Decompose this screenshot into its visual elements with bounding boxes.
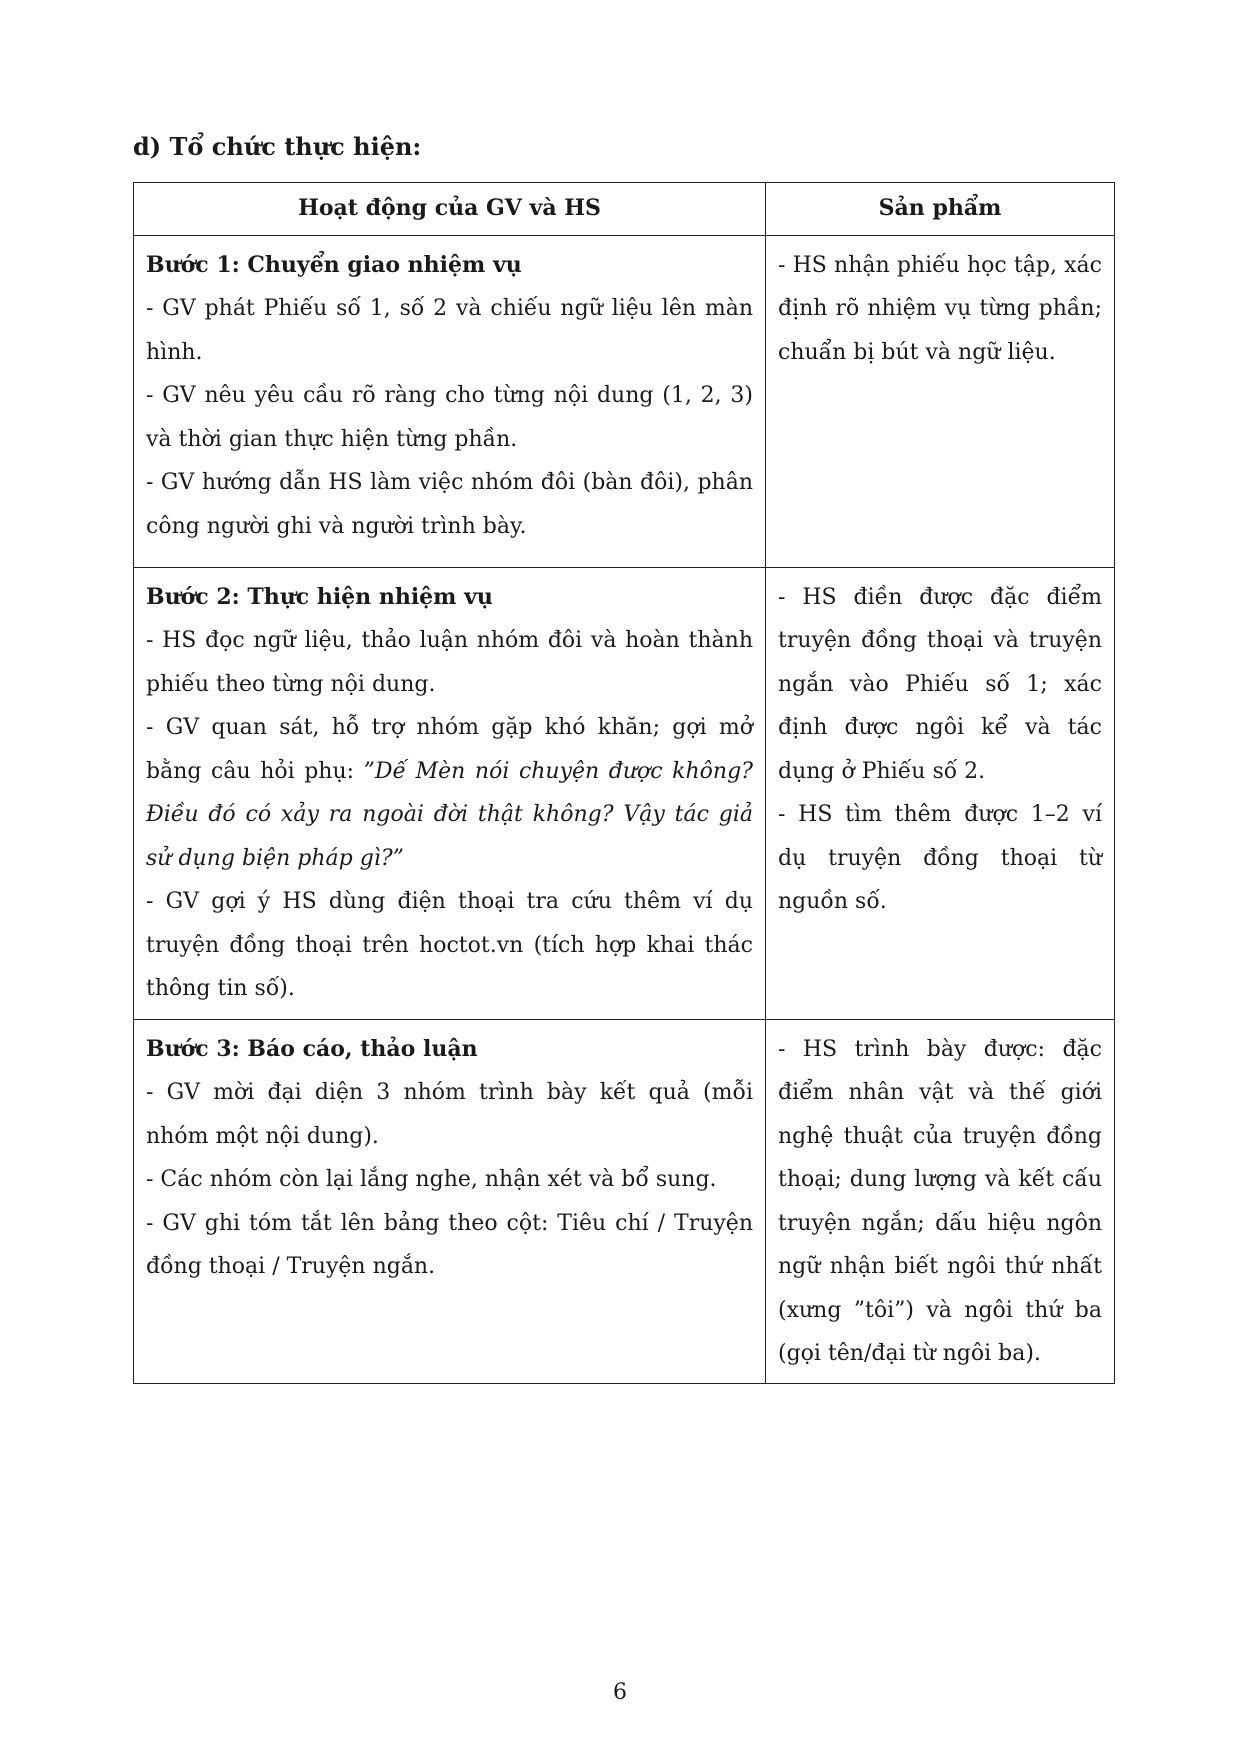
products-cell bbox=[766, 567, 1115, 1019]
step-title: Bước 1: Chuyển giao nhiệm vụ bbox=[146, 251, 522, 278]
product-line: - HS nhận phiếu học tập, xác định rõ nhiệm vụ từng phần; chuẩn bị bút và ngữ liệu. bbox=[778, 252, 1102, 365]
activities-cell bbox=[134, 1019, 766, 1383]
activity-table bbox=[133, 182, 1115, 1384]
products-cell bbox=[766, 1019, 1115, 1383]
activity-line: - HS đọc ngữ liệu, thảo luận nhóm đôi và hoàn thành phiếu theo từng nội dung. bbox=[146, 628, 753, 697]
header-products: Sản phẩm bbox=[766, 183, 1115, 236]
product-line: - HS tìm thêm được 1–2 ví dụ truyện đồng thoại từ nguồn số. bbox=[778, 802, 1102, 914]
activity-line: - GV phát Phiếu số 1, số 2 và chiếu ngữ liệu lên màn hình. bbox=[146, 296, 753, 365]
table-header-row bbox=[134, 183, 1115, 236]
guiding-question: ”Dế Mèn nói chuyện được không? Điều đó có xảy ra ngoài đời thật không? Vậy tác giả sử dụng biện pháp gì?” bbox=[146, 758, 753, 871]
products-cell bbox=[766, 235, 1115, 567]
table-row bbox=[134, 567, 1115, 1019]
activity-line-with-question bbox=[146, 706, 753, 880]
activity-line: - GV mời đại diện 3 nhóm trình bày kết quả (mỗi nhóm một nội dung). bbox=[146, 1080, 753, 1149]
product-line: - HS điền được đặc điểm truyện đồng thoại và truyện ngắn vào Phiếu số 1; xác định được ngôi kể và tác dụng ở Phiếu số 2. bbox=[778, 584, 1102, 784]
page-number: 6 bbox=[613, 1680, 627, 1705]
activity-line: - GV hướng dẫn HS làm việc nhóm đôi (bàn đôi), phân công người ghi và người trình bày. bbox=[146, 470, 753, 539]
activity-line: - GV nêu yêu cầu rõ ràng cho từng nội dung (1, 2, 3) và thời gian thực hiện từng phần. bbox=[146, 383, 753, 452]
step-title: Bước 2: Thực hiện nhiệm vụ bbox=[146, 583, 493, 610]
product-line: - HS trình bày được: đặc điểm nhân vật và thế giới nghệ thuật của truyện đồng thoại; dung lượng và kết cấu truyện ngắn; dấu hiệu ngôn ngữ nhận biết ngôi thứ nhất (xưng ”tôi”) và ngôi thứ ba (gọi tên/đại từ ngôi ba). bbox=[778, 1036, 1102, 1366]
table-row bbox=[134, 235, 1115, 567]
activities-cell bbox=[134, 235, 766, 567]
activity-line: - GV gợi ý HS dùng điện thoại tra cứu thêm ví dụ truyện đồng thoại trên hoctot.vn (tích hợp khai thác thông tin số). bbox=[146, 889, 753, 1001]
activity-text: - GV quan sát, hỗ trợ nhóm gặp khó khăn; gợi mở bằng câu hỏi phụ: bbox=[146, 715, 753, 784]
header-activities: Hoạt động của GV và HS bbox=[134, 183, 766, 236]
section-heading: d) Tổ chức thực hiện: bbox=[133, 132, 422, 161]
table-row bbox=[134, 1019, 1115, 1383]
activity-line: - Các nhóm còn lại lắng nghe, nhận xét và bổ sung. bbox=[146, 1167, 717, 1192]
activity-line: - GV ghi tóm tắt lên bảng theo cột: Tiêu chí / Truyện đồng thoại / Truyện ngắn. bbox=[146, 1210, 753, 1279]
step-title: Bước 3: Báo cáo, thảo luận bbox=[146, 1035, 478, 1062]
activities-cell bbox=[134, 567, 766, 1019]
